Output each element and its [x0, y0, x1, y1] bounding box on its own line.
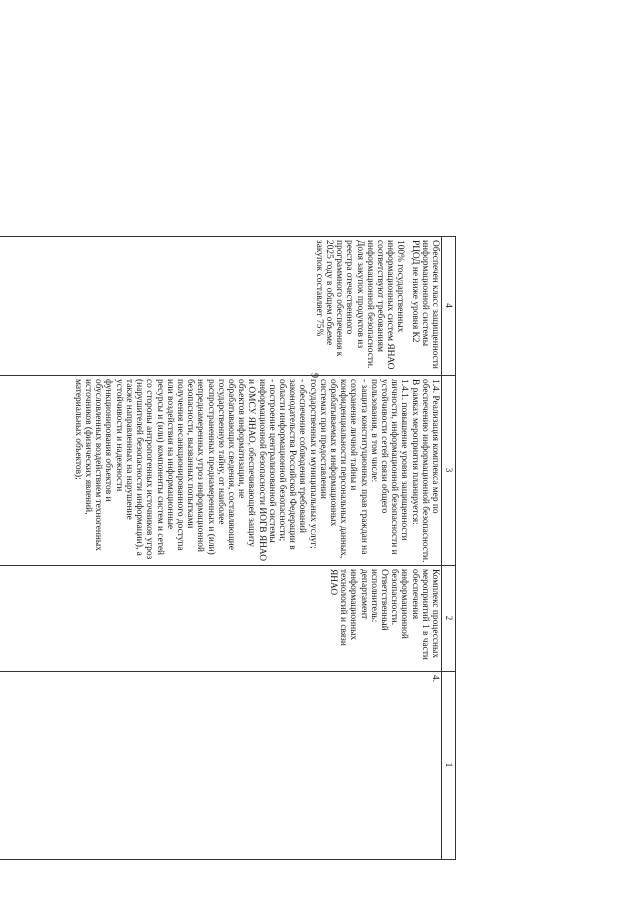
result-text: 100% государственных информационных систем ЯНАО соответствуют требованиям информационной безопасности. Доля закупок продуктов из реестра отечественного программного обеспечения к 2025 году в общем объеме закупок составляет 75% — [313, 240, 406, 370]
description-paragraph: - защита конституционных прав граждан на сохранение личной тайны и конфиденциальности персональных данных, обрабатываемых в информационных системах при предоставлении государственных и муниципальных услуг; — [307, 379, 369, 559]
header-col-4: 4 — [444, 303, 454, 308]
header-col-3: 3 — [444, 467, 454, 473]
description-paragraph: - обеспечение соблюдения требований законодательства Российской Федерации в области информационной безопасности; — [276, 379, 308, 550]
description-cell — [0, 379, 440, 563]
table-border-right — [0, 859, 456, 860]
column-divider-1 — [0, 375, 456, 376]
table-border-top — [455, 236, 456, 859]
row-number: 4. — [430, 675, 440, 683]
results-cell — [0, 240, 440, 372]
header-col-2: 2 — [444, 615, 454, 621]
header-col-1: 1 — [444, 762, 454, 768]
description-paragraph: В рамках мероприятия планируется: — [409, 379, 420, 525]
description-paragraph: 1.4. Реализация комплекса мер по обеспечению информационной безопасности. — [419, 379, 440, 563]
page-number: 9 — [308, 373, 320, 378]
activity-cell: Комплекс процессных мероприятий 1 в части обеспечения информационной безопасности. Ответственный исполнитель: департамент информационных технологий и связи ЯНАО — [327, 569, 440, 660]
column-divider-2 — [0, 565, 456, 566]
table-border-left — [0, 236, 456, 237]
column-divider-3 — [0, 671, 456, 672]
rotated-table — [0, 236, 456, 859]
description-paragraph: 1.4.1. повышение уровня защищенности личности, информационной безопасности и устойчивости сетей связи общего пользования, в том числе: — [368, 379, 410, 555]
description-paragraph: - построение централизованной системы информационной безопасности ИОГВ ЯНАО и ОМСУ ЯНАО, обеспечивающей защиту объектов информатизации, не обрабатывающих сведения, составляющие государственную тайну, от наиболее распространенных преднамеренных и (или) непреднамеренных угроз информационной безопасности, вызванных попытками получения несанкционированного доступа или воздействия на информационные ресурсы и (или) компоненты систем и сетей со стороны антропогенных источников угроз (нарушителей безопасности информации), а также направленных на нарушение устойчивости и надежности функционирования объектов и обусловленных воздействием техногенных источников (физических явлений, материальных объектов); — [72, 379, 277, 561]
result-text: Обеспечен класс защищенности информационной системы РЦОД не ниже уровня К2 — [409, 240, 440, 369]
header-separator — [441, 236, 442, 859]
